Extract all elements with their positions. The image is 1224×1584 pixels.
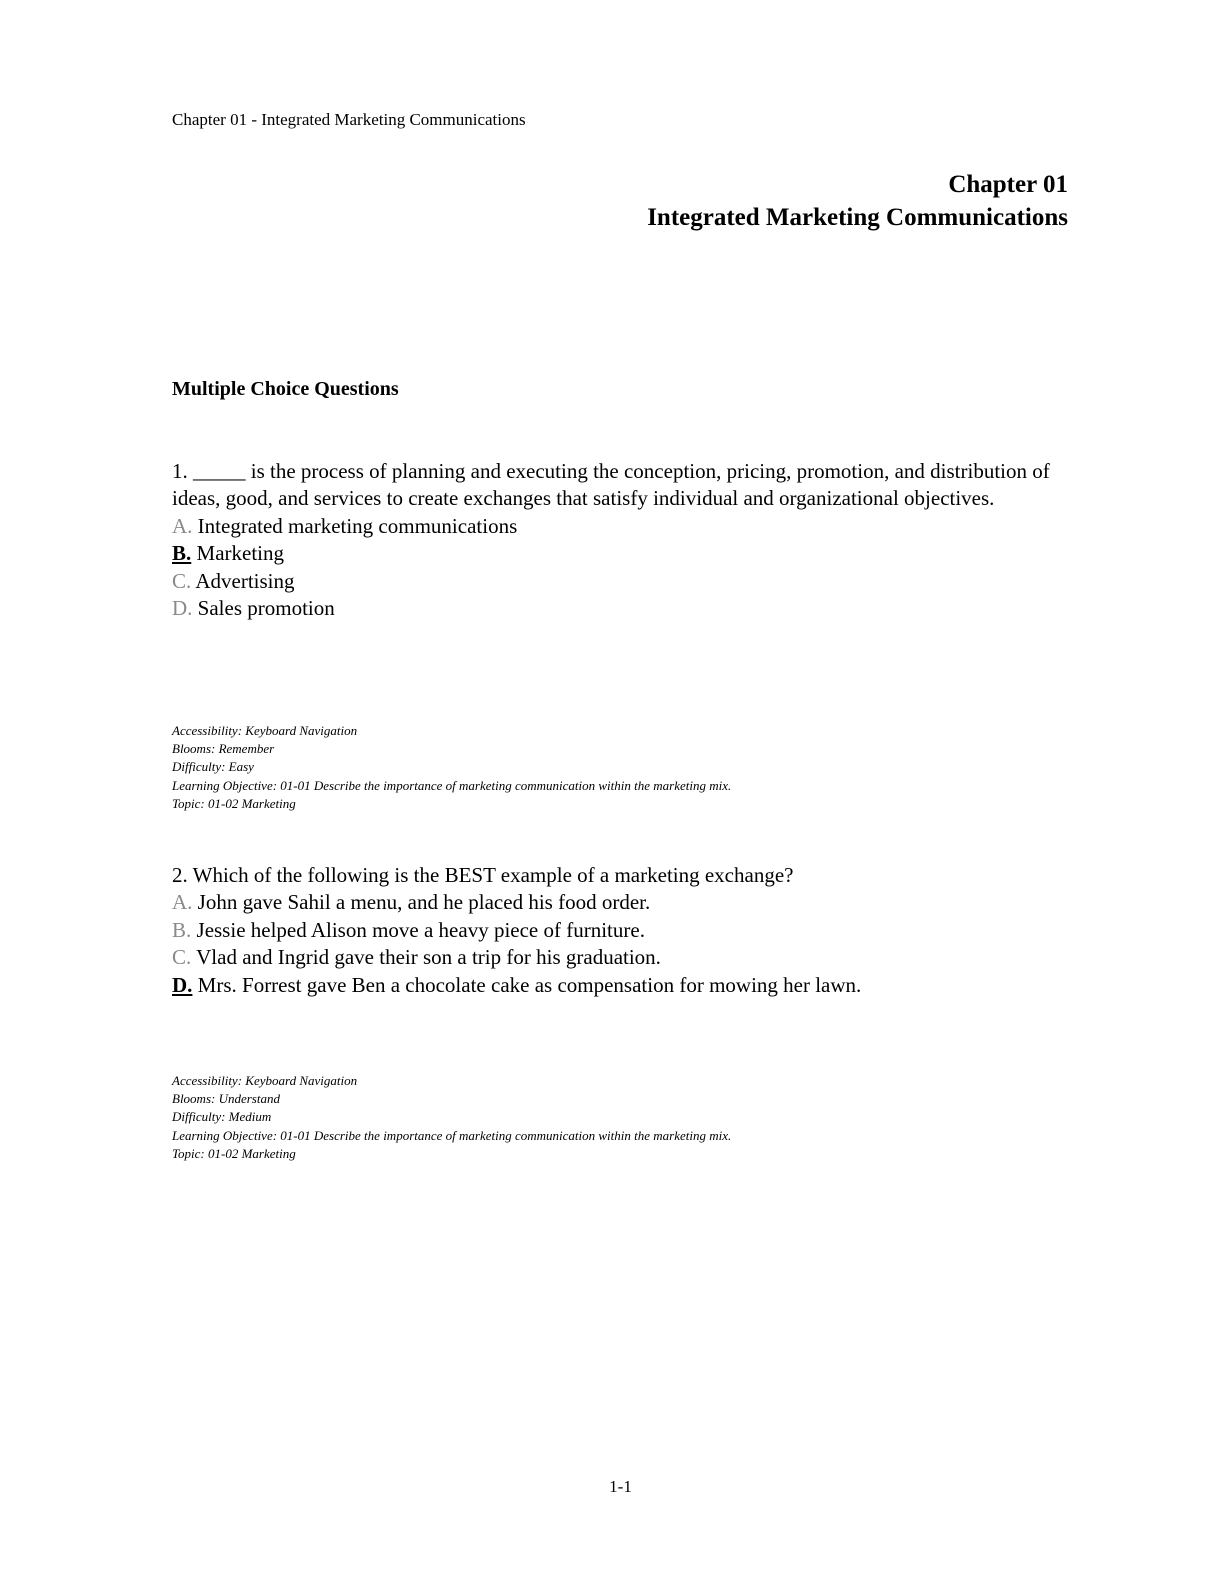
- option-letter: B.: [172, 917, 192, 942]
- meta-difficulty: Difficulty: Easy: [172, 759, 254, 775]
- meta-difficulty: Difficulty: Medium: [172, 1109, 272, 1125]
- answer-option: [172, 513, 1052, 540]
- meta-topic: Topic: 01-02 Marketing: [172, 1145, 296, 1161]
- option-text: Vlad and Ingrid gave their son a trip for his graduation.: [196, 945, 661, 970]
- chapter-number: Chapter 01: [948, 171, 1068, 198]
- meta-topic: Topic: 01-02 Marketing: [172, 795, 296, 811]
- question-metadata: [172, 722, 731, 813]
- meta-blooms: Blooms: Remember: [172, 741, 275, 757]
- option-letter: C.: [172, 945, 192, 970]
- answer-option-correct: [172, 540, 1052, 567]
- running-header: Chapter 01 - Integrated Marketing Communications: [172, 110, 526, 129]
- question-stem: 2. Which of the following is the BEST example of a marketing exchange?: [172, 863, 794, 887]
- option-text: Marketing: [196, 541, 284, 566]
- answer-option-correct: [172, 972, 1052, 999]
- chapter-name: Integrated Marketing Communications: [647, 204, 1068, 231]
- option-letter: A.: [172, 513, 193, 538]
- question-2: [172, 862, 1052, 999]
- question-stem: 1. _____ is the process of planning and executing the conception, pricing, promotion, and distribution of ideas, good, and services to create exchanges that satisfy individual and organizational objectives.: [172, 459, 1050, 511]
- option-letter-correct: D.: [172, 972, 193, 997]
- meta-learning-objective: Learning Objective: 01-01 Describe the importance of marketing communication within the marketing mix.: [172, 1127, 732, 1143]
- option-letter: C.: [172, 568, 192, 593]
- option-text: John gave Sahil a menu, and he placed his food order.: [197, 890, 651, 915]
- question-1: [172, 458, 1052, 622]
- chapter-title: [647, 168, 1068, 234]
- meta-accessibility: Accessibility: Keyboard Navigation: [172, 1073, 358, 1088]
- meta-accessibility: Accessibility: Keyboard Navigation: [172, 723, 358, 738]
- option-text: Jessie helped Alison move a heavy piece of furniture.: [196, 917, 645, 942]
- section-heading: Multiple Choice Questions: [172, 378, 399, 400]
- option-text: Advertising: [195, 568, 295, 593]
- answer-option: [172, 917, 1052, 944]
- answer-option: [172, 568, 1052, 595]
- answer-option: [172, 595, 1052, 622]
- option-text: Integrated marketing communications: [197, 513, 518, 538]
- option-letter: A.: [172, 890, 193, 915]
- question-metadata: [172, 1072, 731, 1163]
- meta-learning-objective: Learning Objective: 01-01 Describe the importance of marketing communication within the marketing mix.: [172, 777, 732, 793]
- option-text: Sales promotion: [197, 596, 335, 621]
- answer-option: [172, 944, 1052, 971]
- option-letter: D.: [172, 596, 193, 621]
- option-letter-correct: B.: [172, 541, 192, 566]
- meta-blooms: Blooms: Understand: [172, 1091, 280, 1107]
- answer-option: [172, 889, 1052, 916]
- page-number: 1-1: [609, 1477, 632, 1496]
- option-text: Mrs. Forrest gave Ben a chocolate cake as compensation for mowing her lawn.: [197, 972, 862, 997]
